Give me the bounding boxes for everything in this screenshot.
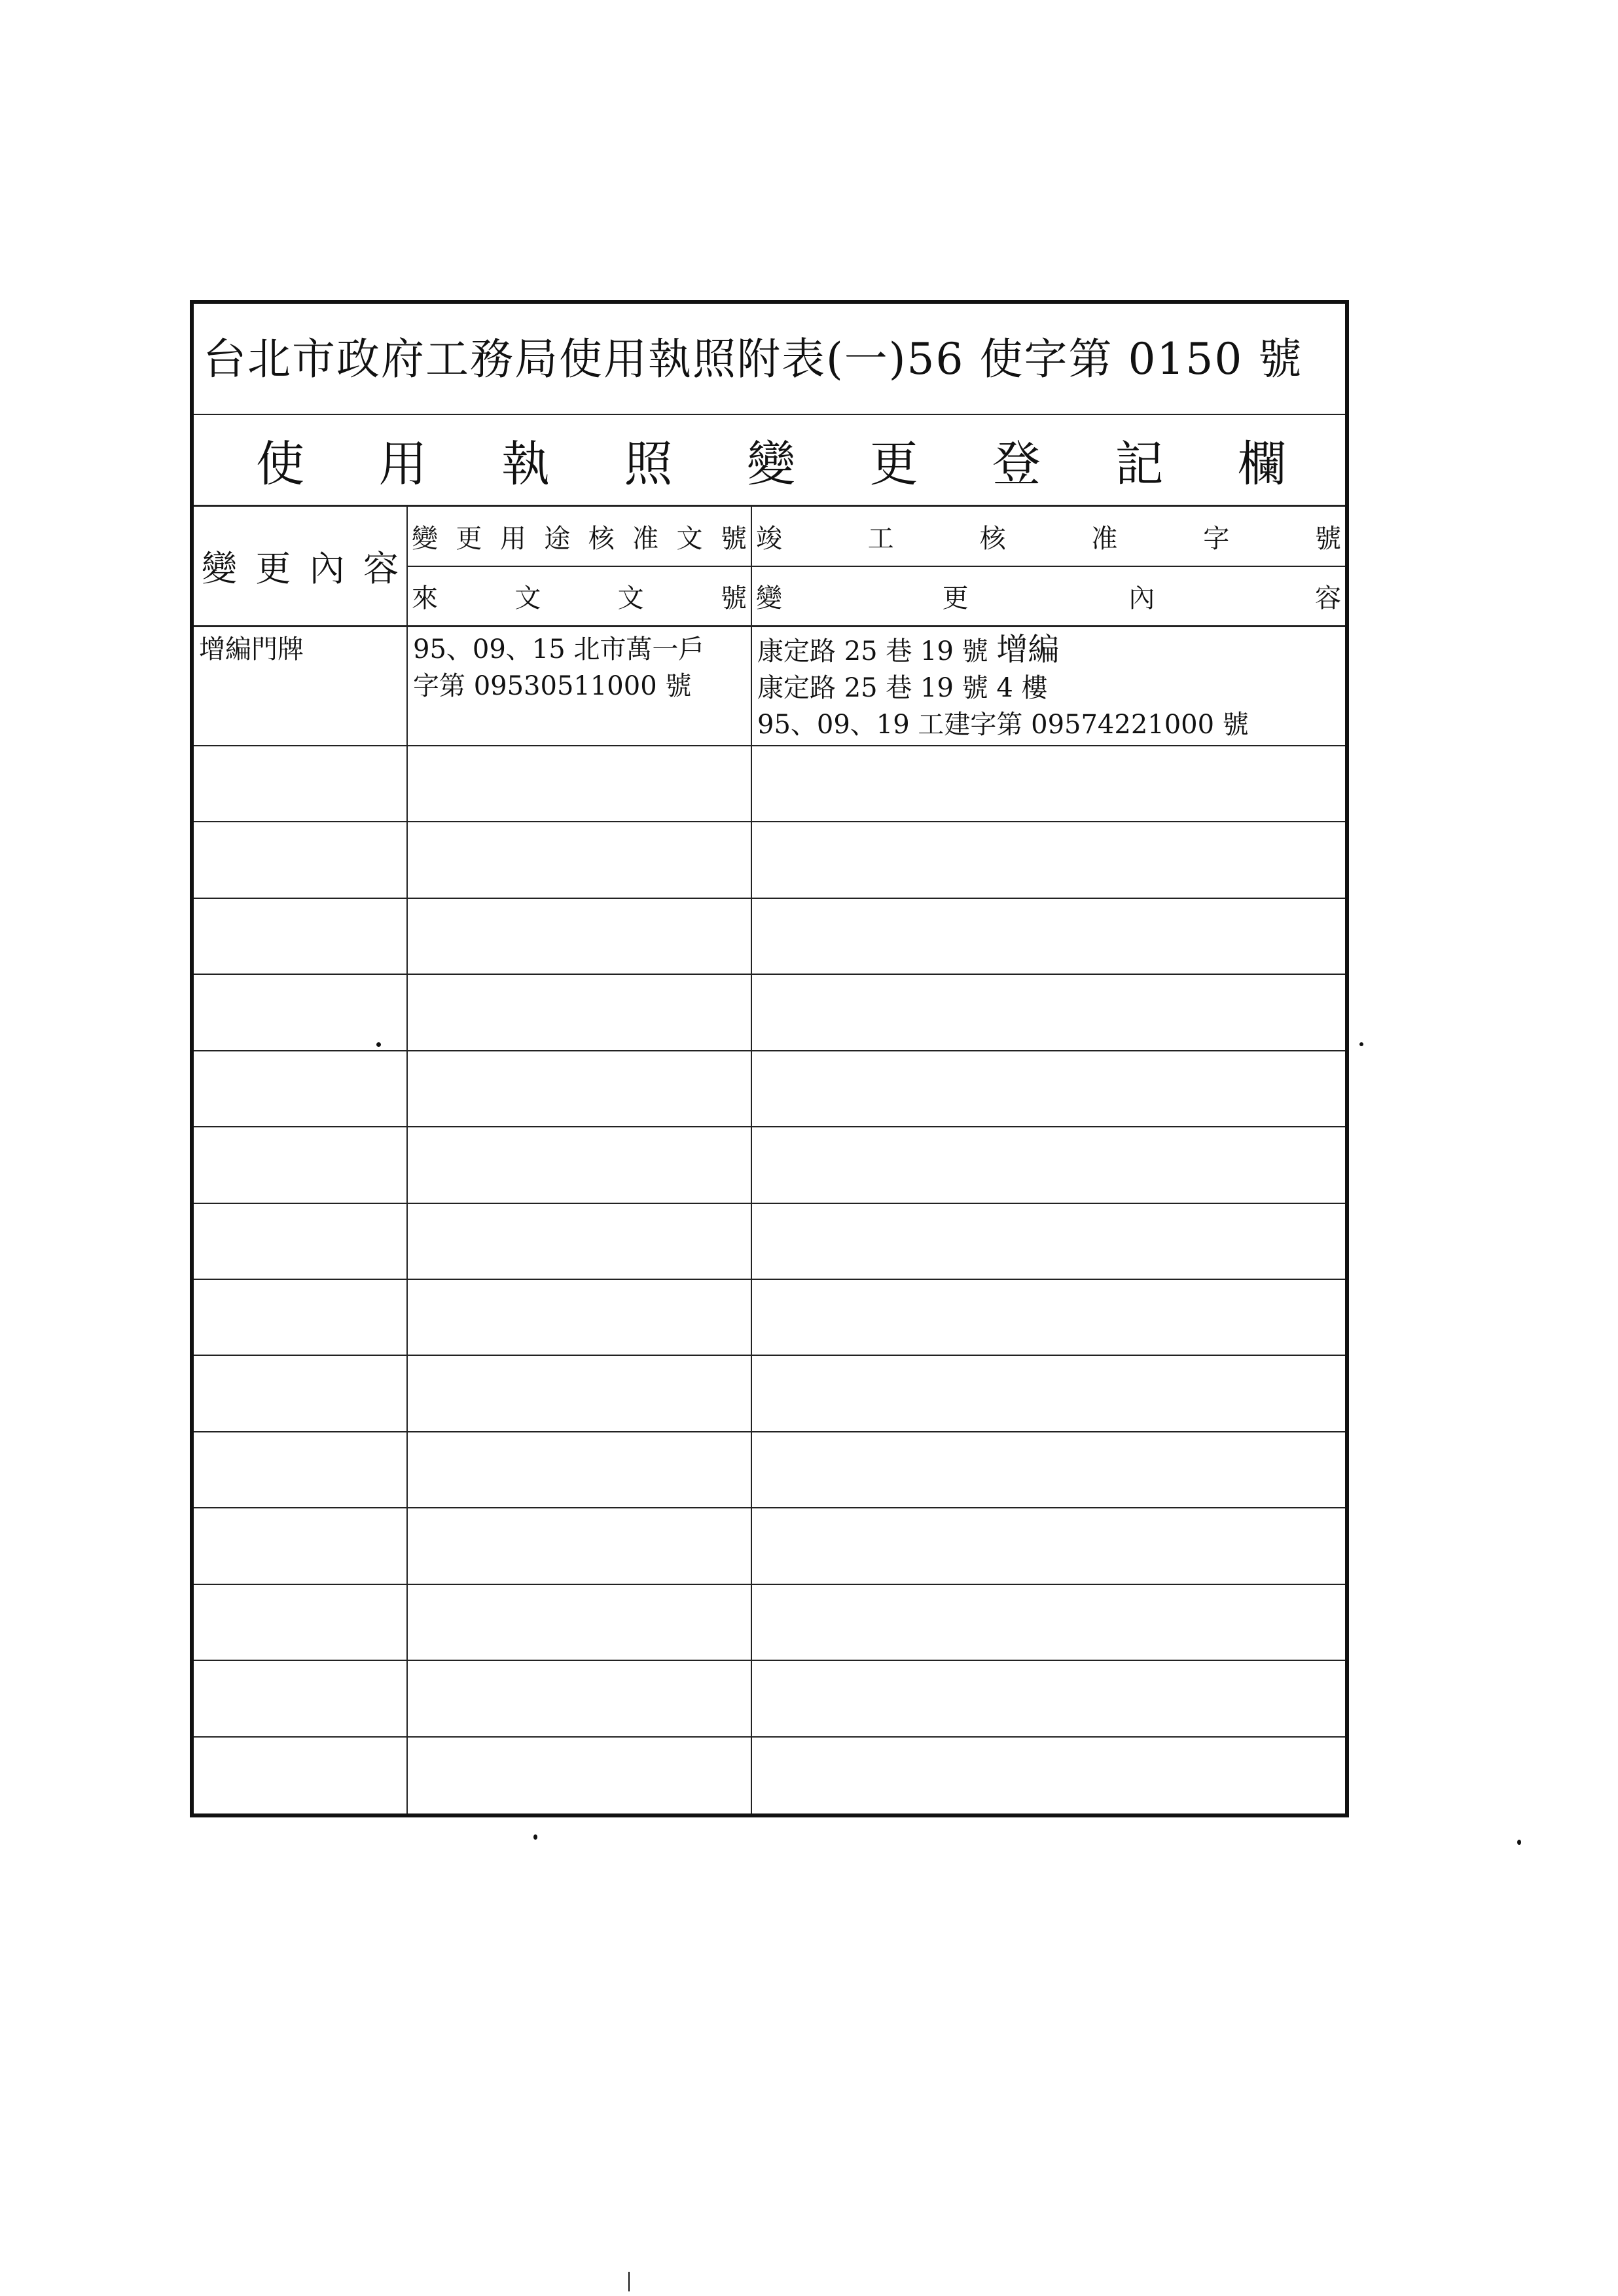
header-char: 工 — [867, 523, 894, 554]
empty-cell — [408, 1432, 752, 1507]
empty-cell — [752, 1356, 1345, 1430]
header-char: 竣 — [756, 523, 782, 554]
empty-cell — [194, 1127, 408, 1202]
table-row — [194, 1432, 1345, 1508]
header-char: 容 — [1314, 583, 1341, 613]
header-char: 來 — [412, 583, 438, 613]
empty-cell — [408, 1204, 752, 1279]
empty-cell — [194, 1585, 408, 1660]
empty-cell — [408, 1051, 752, 1126]
document-title: 台北市政府工務局使用執照附表(一)56 使字第 0150 號 — [194, 304, 1345, 415]
header-char: 更 — [942, 583, 969, 613]
detail-emphasis: 增編 — [996, 631, 1060, 668]
header-top-row — [408, 507, 1345, 567]
empty-cell — [408, 899, 752, 974]
table-row — [194, 1127, 1345, 1203]
empty-cell — [752, 1508, 1345, 1583]
doc-line: 95、09、15 北市萬一戶 — [413, 634, 705, 665]
table-row — [194, 822, 1345, 898]
table-row — [194, 975, 1345, 1051]
header-bottom-row — [408, 567, 1345, 627]
scan-speck — [376, 1042, 381, 1047]
header-char: 變 — [412, 523, 438, 554]
scan-speck — [533, 1834, 537, 1840]
empty-cell — [408, 1280, 752, 1355]
empty-cell — [194, 899, 408, 974]
table-row — [194, 1280, 1345, 1356]
table-row — [194, 899, 1345, 975]
empty-cell — [408, 1127, 752, 1202]
header-char: 更 — [255, 548, 291, 589]
empty-cell — [752, 1585, 1345, 1660]
empty-cell — [752, 1432, 1345, 1507]
empty-cell — [752, 899, 1345, 974]
header-char: 文 — [676, 523, 703, 554]
empty-cell — [752, 1127, 1345, 1202]
banner-char: 更 — [869, 435, 918, 492]
empty-cell — [194, 1204, 408, 1279]
header-change-detail — [752, 567, 1345, 625]
empty-cell — [194, 746, 408, 821]
banner-char: 欄 — [1238, 435, 1286, 492]
empty-cell — [408, 746, 752, 821]
header-char: 容 — [363, 548, 399, 589]
detail-line: 康定路 25 巷 19 號 4 樓 — [757, 673, 1048, 703]
row-change-type: 增編門牌 — [194, 627, 408, 745]
empty-cell — [752, 1204, 1345, 1279]
header-char: 號 — [720, 523, 747, 554]
empty-cell — [752, 746, 1345, 821]
empty-cell — [752, 822, 1345, 897]
header-char: 變 — [202, 548, 237, 589]
empty-cell — [194, 975, 408, 1049]
banner-char: 使 — [256, 435, 304, 492]
detail-line: 康定路 25 巷 19 號 — [757, 636, 988, 666]
header-char: 內 — [1128, 583, 1155, 613]
row-change-detail — [752, 627, 1345, 745]
doc-line: 字第 09530511000 號 — [413, 671, 692, 701]
banner-char: 變 — [747, 435, 795, 492]
table-row — [194, 1508, 1345, 1584]
header-char: 字 — [1203, 523, 1230, 554]
table-row — [194, 627, 1345, 746]
banner-char: 用 — [378, 435, 427, 492]
scan-speck — [1359, 1042, 1363, 1046]
empty-cell — [408, 1738, 752, 1813]
empty-cell — [408, 1356, 752, 1430]
header-char: 准 — [632, 523, 659, 554]
header-change-content — [194, 507, 408, 627]
table-row — [194, 1356, 1345, 1432]
header-char: 變 — [756, 583, 782, 613]
header-char: 號 — [720, 583, 747, 613]
empty-cell — [194, 1051, 408, 1126]
empty-cell — [752, 1738, 1345, 1813]
header-char: 核 — [979, 523, 1006, 554]
banner-char: 執 — [501, 435, 550, 492]
usage-permit-appendix-table — [190, 300, 1349, 1817]
empty-cell — [194, 1738, 408, 1813]
header-incoming-doc-no — [408, 567, 752, 625]
empty-cell — [752, 975, 1345, 1049]
scan-speck — [1517, 1840, 1521, 1845]
empty-cell — [408, 1585, 752, 1660]
empty-cell — [194, 1356, 408, 1430]
header-approval-doc-no — [408, 507, 752, 566]
header-char: 文 — [514, 583, 541, 613]
banner-char: 照 — [624, 435, 673, 492]
empty-cell — [194, 1280, 408, 1355]
table-row — [194, 1204, 1345, 1280]
header-char: 號 — [1314, 523, 1341, 554]
empty-cell — [752, 1280, 1345, 1355]
empty-cell — [194, 1508, 408, 1583]
header-char: 更 — [456, 523, 482, 554]
banner-char: 登 — [992, 435, 1041, 492]
empty-cell — [752, 1051, 1345, 1126]
empty-cell — [194, 1661, 408, 1736]
empty-cell — [752, 1661, 1345, 1736]
change-register-banner — [194, 415, 1345, 507]
header-char: 用 — [499, 523, 526, 554]
row-incoming-doc — [408, 627, 752, 745]
header-char: 核 — [588, 523, 615, 554]
header-char: 文 — [617, 583, 644, 613]
empty-cell — [194, 822, 408, 897]
banner-char: 記 — [1115, 435, 1164, 492]
detail-line: 95、09、19 工建字第 09574221000 號 — [757, 710, 1249, 740]
empty-cell — [408, 1508, 752, 1583]
table-row — [194, 746, 1345, 822]
table-row — [194, 1051, 1345, 1127]
header-completion-no — [752, 507, 1345, 566]
scan-speck — [628, 2272, 630, 2291]
header-char: 途 — [544, 523, 571, 554]
table-row — [194, 1738, 1345, 1813]
empty-cell — [408, 822, 752, 897]
table-row — [194, 1585, 1345, 1661]
header-char: 內 — [309, 548, 345, 589]
empty-cell — [408, 1661, 752, 1736]
table-row — [194, 1661, 1345, 1737]
empty-cell — [194, 1432, 408, 1507]
empty-cell — [408, 975, 752, 1049]
header-char: 准 — [1091, 523, 1118, 554]
